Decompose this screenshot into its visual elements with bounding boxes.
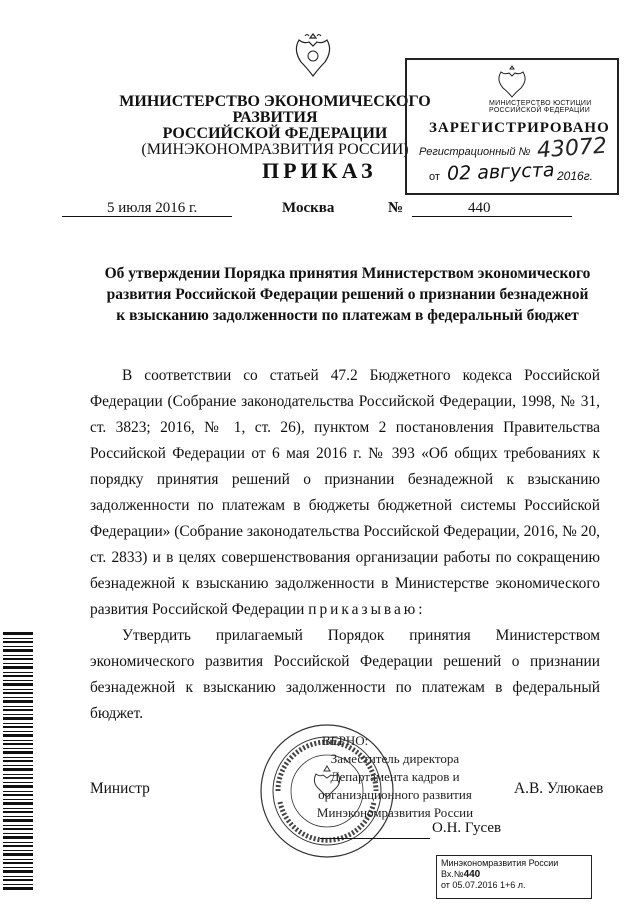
copy-position: Заместитель директора [330, 751, 460, 766]
number-sign: № [388, 200, 404, 216]
copy-department-cont: организационного развития [318, 787, 472, 802]
reg-date-prefix: от [429, 171, 440, 183]
minister-name: А.В. Улюкаев [514, 780, 604, 797]
approval-paragraph: Утвердить прилагаемый Порядок принятия Министерством экономического развития Российской Федерации решений о признании безнадежной к взысканию задолженности по платежам в федеральный бюджет. [90, 627, 600, 722]
minister-label: Министр [90, 780, 150, 797]
preamble-paragraph [90, 363, 600, 623]
stamp-ministry: МИНИСТЕРСТВО ЮСТИЦИИ РОССИЙСКОЙ ФЕДЕРАЦИИ [489, 100, 592, 114]
incoming-date: от 05.07.2016 1+6 л. [441, 880, 526, 890]
order-title [95, 263, 600, 326]
signature-line [320, 838, 430, 839]
order-verb: приказываю: [308, 601, 426, 618]
copy-ministry: Минэкономразвития России [316, 805, 474, 820]
incoming-number: 440 [463, 869, 481, 880]
order-number: 440 [468, 200, 491, 216]
reg-date: 02 августа [446, 159, 555, 185]
ministry-short-name: (МИНЭКОНОМРАЗВИТИЯ РОССИИ) [141, 141, 409, 158]
ministry-name-line1: МИНИСТЕРСТВО ЭКОНОМИЧЕСКОГО РАЗВИТИЯ [119, 93, 431, 126]
document-type: ПРИКАЗ [262, 158, 377, 183]
order-city: Москва [282, 200, 335, 216]
incoming-number-row [441, 869, 591, 880]
incoming-ministry: Минэкономразвития России [441, 858, 559, 868]
ministry-name-line2: РОССИЙСКОЙ ФЕДЕРАЦИИ [162, 125, 388, 142]
title-line: к взысканию задолженности по платежам в федеральный бюджет [116, 307, 579, 324]
reg-number-label: Регистрационный № [419, 146, 531, 158]
copy-verified-stamp [300, 732, 490, 822]
ministry-header [95, 94, 455, 158]
title-line: развития Российской Федерации решений о признании безнадежной [106, 286, 589, 303]
order-body [90, 363, 600, 727]
reg-number: 43072 [536, 133, 608, 164]
date-underline [62, 216, 232, 217]
number-underline [412, 216, 572, 217]
copy-signer-name: О.Н. Гусев [432, 820, 502, 836]
registration-stamp [405, 58, 619, 195]
preamble-text: В соответствии со статьей 47.2 Бюджетного кодекса Российской Федерации (Собрание законодательства Российской Федерации, 1998, № 31, ст. 3823; 2016, № 1, ст. 26), пунктом 2 постановления Правительства Российской Федерации от 6 мая 2016 г. № 393 «Об общих требованиях к порядку принятия решений о признании безнадежной к взысканию задолженности по платежам в бюджеты бюджетной системы Российской Федерации» (Собрание законодательства Российской Федерации, 2016, № 20, ст. 2833) и в целях совершенствования организации работы по сокращению безнадежной к взысканию задолженности в Министерстве экономического развития Российской Федерации [90, 367, 600, 618]
title-line: Об утверждении Порядка принятия Министерством экономического [104, 265, 591, 282]
copy-department: Департамента кадров и [330, 769, 460, 784]
order-date: 5 июля 2016 г. [107, 200, 198, 216]
incoming-stamp [436, 855, 592, 899]
copy-verified-word: ВЕРНО: [322, 733, 369, 748]
registered-label: ЗАРЕГИСТРИРОВАНО [429, 120, 610, 136]
reg-year: 2016г. [557, 169, 593, 183]
coat-of-arms-icon [291, 30, 335, 80]
incoming-number-prefix: Вх.№ [441, 869, 464, 879]
stamp-emblem-icon [495, 64, 529, 98]
barcode-icon [3, 632, 33, 890]
